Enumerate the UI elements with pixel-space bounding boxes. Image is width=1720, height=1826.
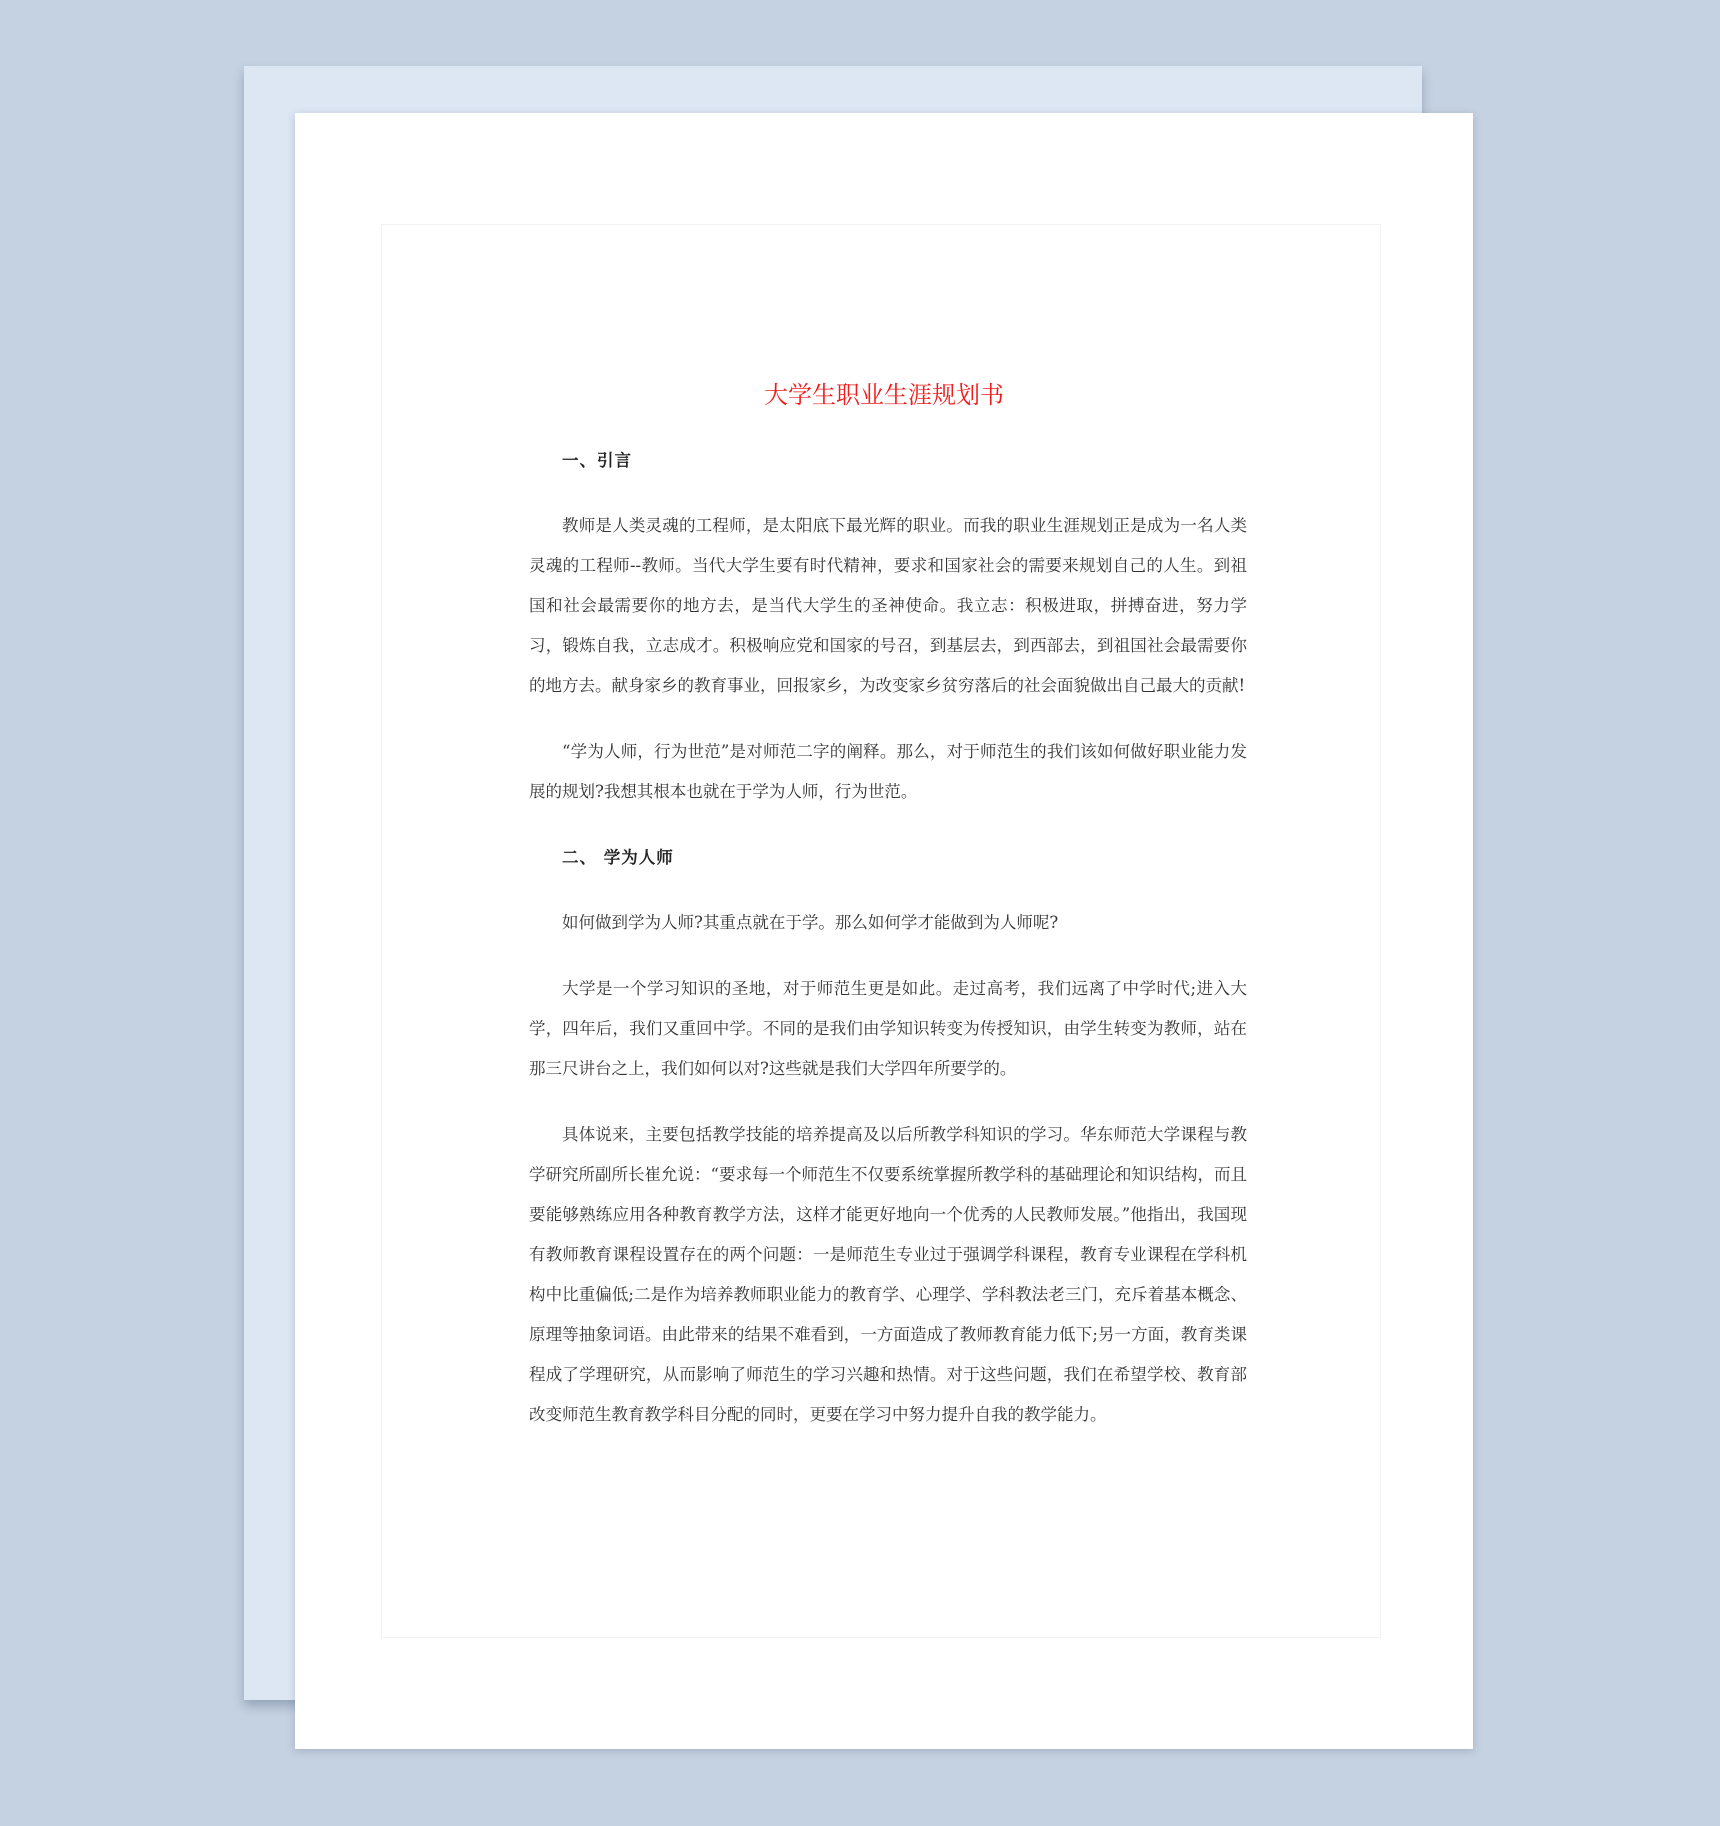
section-heading-introduction: 一、引言	[562, 451, 632, 470]
paragraph: 具体说来，主要包括教学技能的培养提高及以后所教学科知识的学习。华东师范大学课程与教学研究所副所长崔允说：“要求每一个师范生不仅要系统掌握所教学科的基础理论和知识结构，而且要能够熟练应用各种教育教学方法，这样才能更好地向一个优秀的人民教师发展。”他指出，我国现有教师教育课程设置存在的两个问题：一是师范生专业过于强调学科课程，教育专业课程在学科机构中比重偏低;二是作为培养教师职业能力的教育学、心理学、学科教法老三门，充斥着基本概念、原理等抽象词语。由此带来的结果不难看到，一方面造成了教师教育能力低下;另一方面，教育类课程成了学理研究，从而影响了师范生的学习兴趣和热情。对于这些问题，我们在希望学校、教育部改变师范生教育教学科目分配的同时，更要在学习中努力提升自我的教学能力。	[529, 1125, 1247, 1424]
document-body	[529, 441, 1247, 1461]
document-title: 大学生职业生涯规划书	[764, 381, 1004, 409]
paragraph: 大学是一个学习知识的圣地，对于师范生更是如此。走过高考，我们远离了中学时代;进入大学，四年后，我们又重回中学。不同的是我们由学知识转变为传授知识，由学生转变为教师，站在那三尺讲台之上，我们如何以对?这些就是我们大学四年所要学的。	[529, 979, 1247, 1078]
paragraph: 教师是人类灵魂的工程师，是太阳底下最光辉的职业。而我的职业生涯规划正是成为一名人类灵魂的工程师--教师。当代大学生要有时代精神，要求和国家社会的需要来规划自己的人生。到祖国和社会最需要你的地方去，是当代大学生的圣神使命。我立志：积极进取，拼搏奋进，努力学习，锻炼自我，立志成才。积极响应党和国家的号召，到基层去，到西部去，到祖国社会最需要你的地方去。献身家乡的教育事业，回报家乡，为改变家乡贫穷落后的社会面貌做出自己最大的贡献!	[529, 516, 1247, 695]
section-heading-learn-to-teach: 二、 学为人师	[562, 848, 674, 867]
document-page	[295, 113, 1473, 1749]
paragraph: 如何做到学为人师?其重点就在于学。那么如何学才能做到为人师呢?	[562, 913, 1059, 932]
paragraph: “学为人师，行为世范”是对师范二字的阐释。那么，对于师范生的我们该如何做好职业能力发展的规划?我想其根本也就在于学为人师，行为世范。	[529, 742, 1247, 801]
